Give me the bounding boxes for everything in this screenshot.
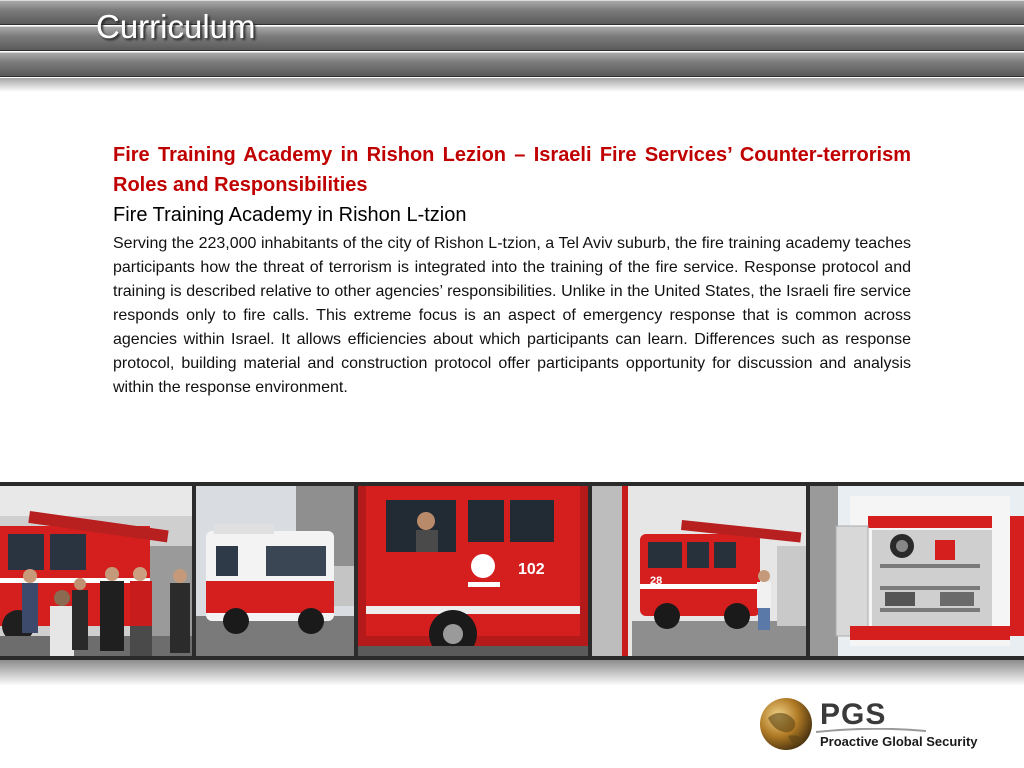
slide-title: Curriculum bbox=[96, 8, 256, 45]
header-bar bbox=[0, 52, 1024, 77]
body-paragraph: Serving the 223,000 inhabitants of the city of Rishon L-tzion, a Tel Aviv suburb, the fire training academy teaches participants how the threat of terrorism is integrated into the training of the fire service. Response protocol and training is described relative to other agencies’ responsibilities. Unlike in the United States, the Israeli fire service responds only to fire calls. This extreme focus is an aspect of emergency response that is common across agencies within Israel. It allows efficiencies about which participants can learn. Differences such as response protocol, building material and construction protocol offer participants opportunity for discussion and analysis within the response environment. bbox=[113, 235, 911, 396]
logo-name: PGS bbox=[820, 698, 887, 731]
truck-number-label: 28 bbox=[650, 575, 663, 587]
group-at-fire-truck-photo bbox=[0, 486, 192, 656]
fire-van-photo bbox=[196, 486, 354, 656]
slide-header bbox=[0, 0, 1024, 84]
photo-strip-shadow bbox=[0, 660, 1024, 686]
pgs-logo bbox=[756, 694, 996, 756]
logo-tagline: Proactive Global Security bbox=[820, 734, 978, 749]
fire-station-photo bbox=[592, 486, 806, 656]
section-heading: Fire Training Academy in Rishon Lezion – Israeli Fire Services’ Counter-terrorism Roles and Responsibilities bbox=[113, 144, 911, 196]
fire-truck-cab-photo bbox=[358, 486, 588, 656]
globe-icon bbox=[758, 696, 814, 752]
slide-content bbox=[113, 140, 911, 400]
truck-number-label: 102 bbox=[518, 561, 545, 578]
section-subheading: Fire Training Academy in Rishon L-tzion bbox=[113, 204, 467, 226]
truck-equipment-photo bbox=[810, 486, 1024, 656]
header-shadow bbox=[0, 78, 1024, 92]
